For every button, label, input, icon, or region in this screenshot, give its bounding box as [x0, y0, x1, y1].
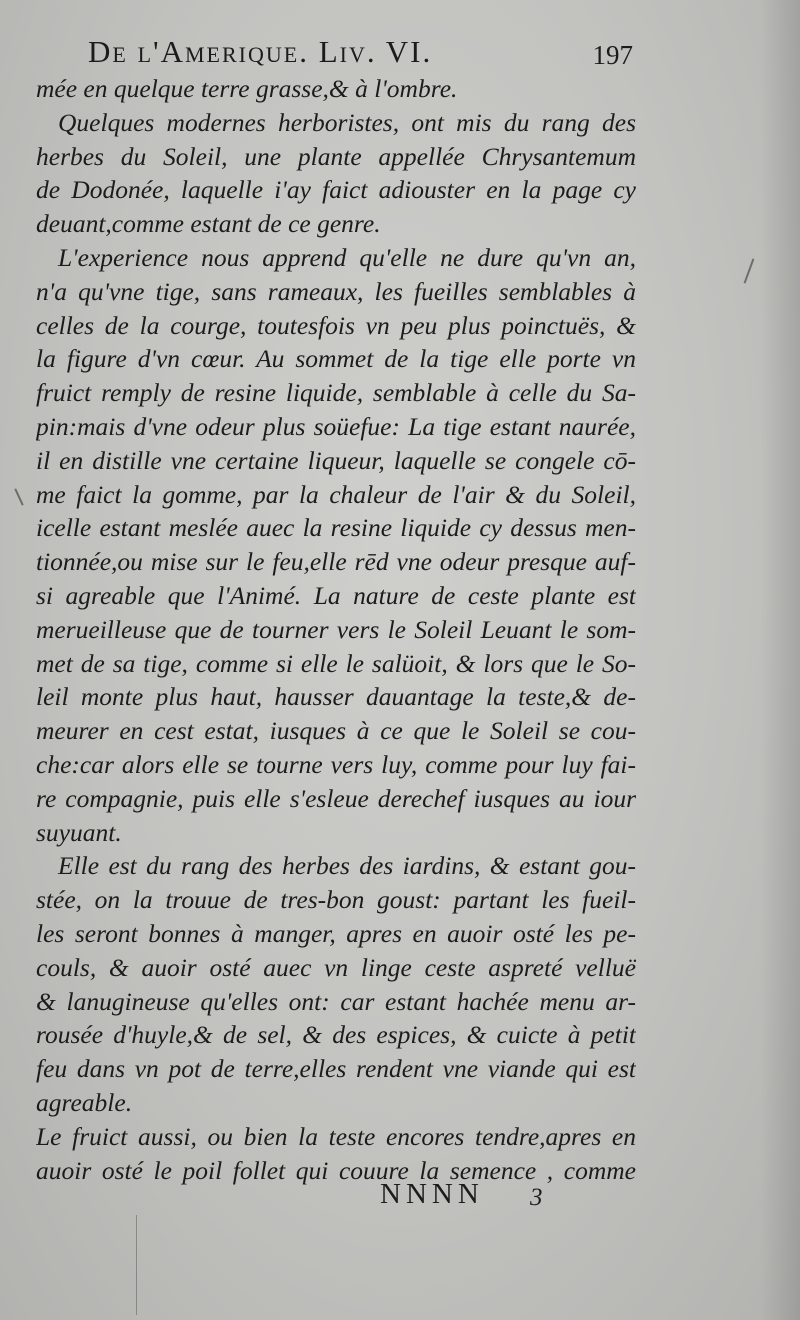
text-line: couls, & auoir osté auec vn linge ceste aspreté velluë	[36, 952, 636, 982]
text-line: si agreable que l'Animé. La nature de ceste plante est	[36, 580, 636, 610]
text-line: Quelques modernes herboristes, ont mis du rang des	[58, 107, 636, 137]
text-line: re compagnie, puis elle s'esleue derechef iusques au iour	[36, 783, 636, 813]
body-text	[36, 72, 636, 1187]
signature-mark: NNNN	[380, 1178, 484, 1210]
text-line: n'a qu'vne tige, sans rameaux, les fueilles semblables à	[36, 276, 636, 306]
text-line: stée, on la trouue de tres-bon goust: partant les fueil-	[36, 885, 636, 915]
text-line: deuant,comme estant de ce genre.	[36, 209, 381, 239]
text-line: leil monte plus haut, hausser dauantage la teste,& de-	[36, 682, 636, 712]
text-line: Le fruict aussi, ou bien la teste encores tendre,apres en	[36, 1121, 636, 1151]
page-edge-shadow	[760, 0, 800, 1320]
text-line: fruict remply de resine liquide, semblable à celle du Sa-	[36, 378, 636, 408]
text-line: mée en quelque terre grasse,& à l'ombre.	[36, 74, 458, 103]
text-line: & lanugineuse qu'elles ont: car estant hachée menu ar-	[36, 986, 636, 1016]
text-line: meurer en cest estat, iusques à ce que le Soleil se cou-	[36, 716, 636, 746]
text-line: la figure d'vn cœur. Au sommet de la tige elle porte vn	[36, 344, 636, 374]
page-number: 197	[592, 40, 633, 70]
signature-number: 3	[530, 1184, 543, 1211]
page-header	[88, 30, 633, 74]
text-line: il en distille vne certaine liqueur, laquelle se congele cō-	[36, 445, 636, 475]
running-head: De l'Amerique. Liv. VI.	[88, 34, 433, 69]
text-line: pin:mais d'vne odeur plus soüefue: La tige estant naurée,	[36, 411, 636, 441]
text-line: les seront bonnes à manger, apres en auoir osté les pe-	[36, 918, 636, 948]
text-line: icelle estant meslée auec la resine liquide cy dessus men-	[36, 513, 636, 543]
text-line: me faict la gomme, par la chaleur de l'air & du Soleil,	[36, 479, 636, 509]
text-line: Elle est du rang des herbes des iardins, & estant gou-	[58, 851, 636, 881]
text-line: L'experience nous apprend qu'elle ne dure qu'vn an,	[58, 242, 636, 272]
margin-mark	[14, 488, 23, 505]
text-line: auoir osté le poil follet qui couure la semence , comme	[36, 1155, 636, 1185]
text-line: che:car alors elle se tourne vers luy, comme pour luy fai-	[36, 749, 636, 779]
text-line: suyuant.	[36, 817, 122, 847]
page-footer	[380, 1178, 580, 1222]
text-line: herbes du Soleil, une plante appellée Chrysantemum	[36, 141, 636, 171]
text-line: merueilleuse que de tourner vers le Soleil Leuant le som-	[36, 614, 636, 644]
text-line: tionnée,ou mise sur le feu,elle rēd vne odeur presque auf-	[36, 547, 636, 577]
text-line: met de sa tige, comme si elle le salüoit, & lors que le So-	[36, 648, 636, 678]
text-line: de Dodonée, laquelle i'ay faict adiouster en la page cy	[36, 175, 636, 205]
text-line: agreable.	[36, 1087, 133, 1117]
text-line: feu dans vn pot de terre,elles rendent vne viande qui est	[36, 1054, 636, 1084]
text-line: rousée d'huyle,& de sel, & des espices, & cuicte à petit	[36, 1020, 636, 1050]
text-line: celles de la courge, toutesfois vn peu plus poinctuës, &	[36, 310, 636, 340]
margin-mark	[744, 258, 755, 283]
margin-mark	[136, 1215, 137, 1315]
